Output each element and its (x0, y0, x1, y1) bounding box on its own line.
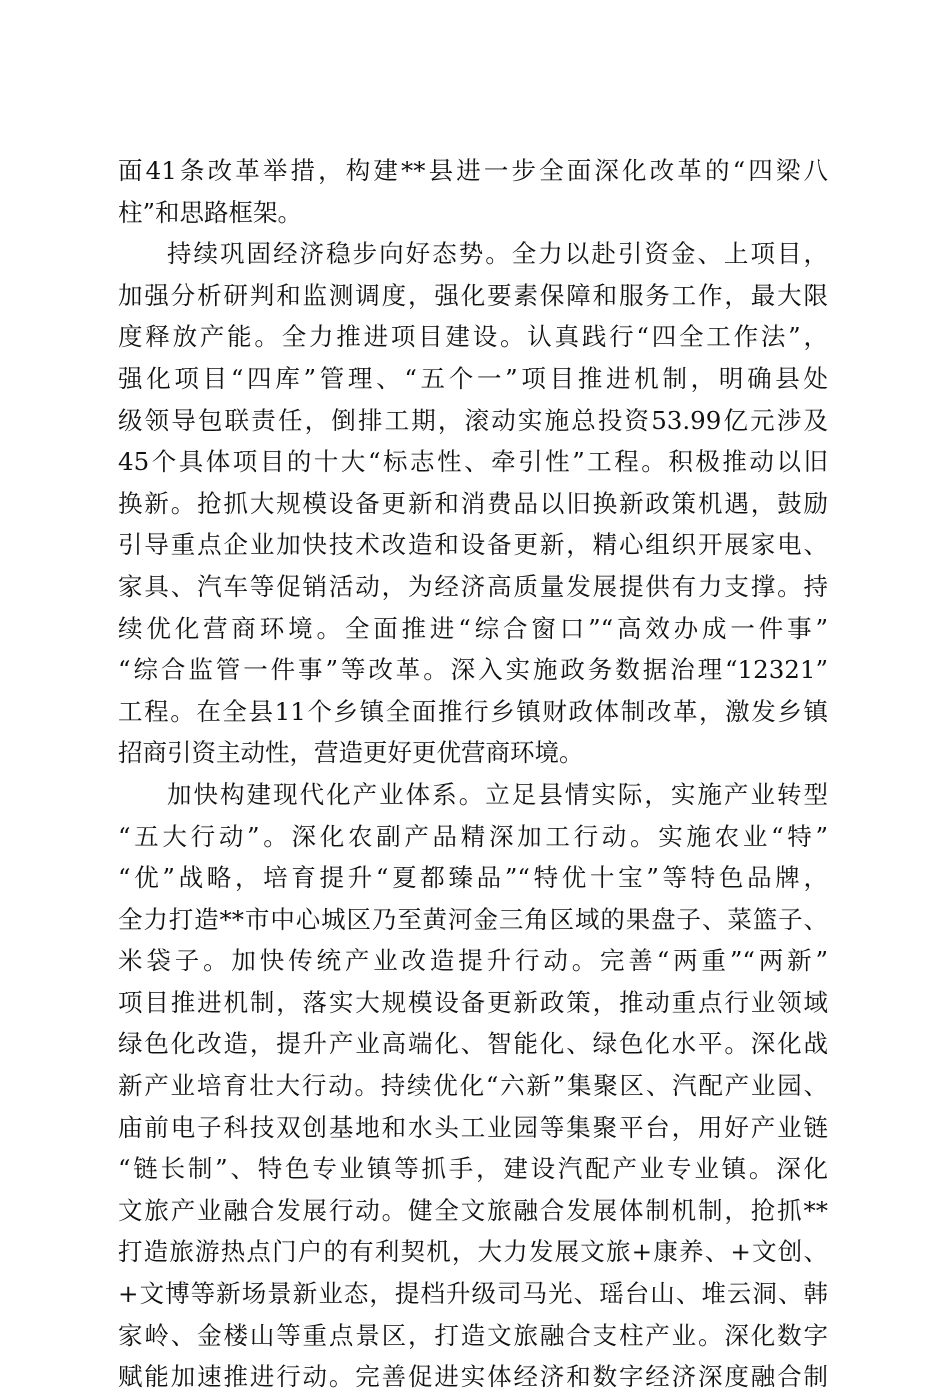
text-line: 加强分析研判和监测调度，强化要素保障和服务工作，最大限 (118, 280, 828, 310)
text-line: 45个具体项目的十大“标志性、牵引性”工程。积极推动以旧 (118, 447, 828, 477)
paragraph-start-line: 持续巩固经济稳步向好态势。全力以赴引资金、上项目， (167, 239, 828, 269)
text-line: 全力打造**市中心城区乃至黄河金三角区域的果盘子、菜篮子、 (118, 904, 828, 934)
text-line: 柱”和思路框架。 (118, 197, 303, 227)
text-line: 打造旅游热点门户的有利契机，大力发展文旅+康养、+文创、 (118, 1237, 828, 1267)
text-line: 新产业培育壮大行动。持续优化“六新”集聚区、汽配产业园、 (118, 1071, 828, 1101)
text-line: 庙前电子科技双创基地和水头工业园等集聚平台，用好产业链 (118, 1112, 828, 1142)
text-line: “综合监管一件事”等改革。深入实施政务数据治理“12321” (118, 655, 828, 685)
text-line: 度释放产能。全力推进项目建设。认真践行“四全工作法”， (118, 322, 828, 352)
text-line: +文博等新场景新业态，提档升级司马光、瑶台山、堆云洞、韩 (118, 1279, 828, 1309)
paragraph-start-line: 加快构建现代化产业体系。立足县情实际，实施产业转型 (167, 779, 828, 809)
text-line: 绿色化改造，提升产业高端化、智能化、绿色化水平。深化战 (118, 1029, 828, 1059)
text-line: 面41条改革举措，构建**县进一步全面深化改革的“四梁八 (118, 156, 828, 185)
text-line: 续优化营商环境。全面推进“综合窗口”“高效办成一件事” (118, 613, 828, 643)
text-line: 家岭、金楼山等重点景区，打造文旅融合支柱产业。深化数字 (118, 1320, 828, 1350)
text-line: 家具、汽车等促销活动，为经济高质量发展提供有力支撑。持 (118, 571, 828, 601)
text-line: 引导重点企业加快技术改造和设备更新，精心组织开展家电、 (118, 530, 828, 560)
text-line: 招商引资主动性，营造更好更优营商环境。 (118, 738, 584, 768)
text-line: 工程。在全县11个乡镇全面推行乡镇财政体制改革，激发乡镇 (118, 696, 828, 726)
text-line: 赋能加速推进行动。完善促进实体经济和数字经济深度融合制 (118, 1362, 828, 1392)
text-line: 项目推进机制，落实大规模设备更新政策，推动重点行业领域 (118, 987, 828, 1017)
text-line: “链长制”、特色专业镇等抓手，建设汽配产业专业镇。深化 (118, 1154, 828, 1184)
text-line: 强化项目“四库”管理、“五个一”项目推进机制，明确县处 (118, 363, 828, 393)
text-line: 换新。抢抓大规模设备更新和消费品以旧换新政策机遇，鼓励 (118, 488, 828, 518)
text-line: 级领导包联责任，倒排工期，滚动实施总投资53.99亿元涉及 (118, 405, 828, 435)
body-text (118, 150, 828, 1398)
text-line: 米袋子。加快传统产业改造提升行动。完善“两重”“两新” (118, 946, 828, 976)
text-line: “优”战略，培育提升“夏都臻品”“特优十宝”等特色品牌， (118, 863, 828, 893)
text-line: “五大行动”。深化农副产品精深加工行动。实施农业“特” (118, 821, 828, 851)
text-line: 文旅产业融合发展行动。健全文旅融合发展体制机制，抢抓** (118, 1195, 828, 1225)
